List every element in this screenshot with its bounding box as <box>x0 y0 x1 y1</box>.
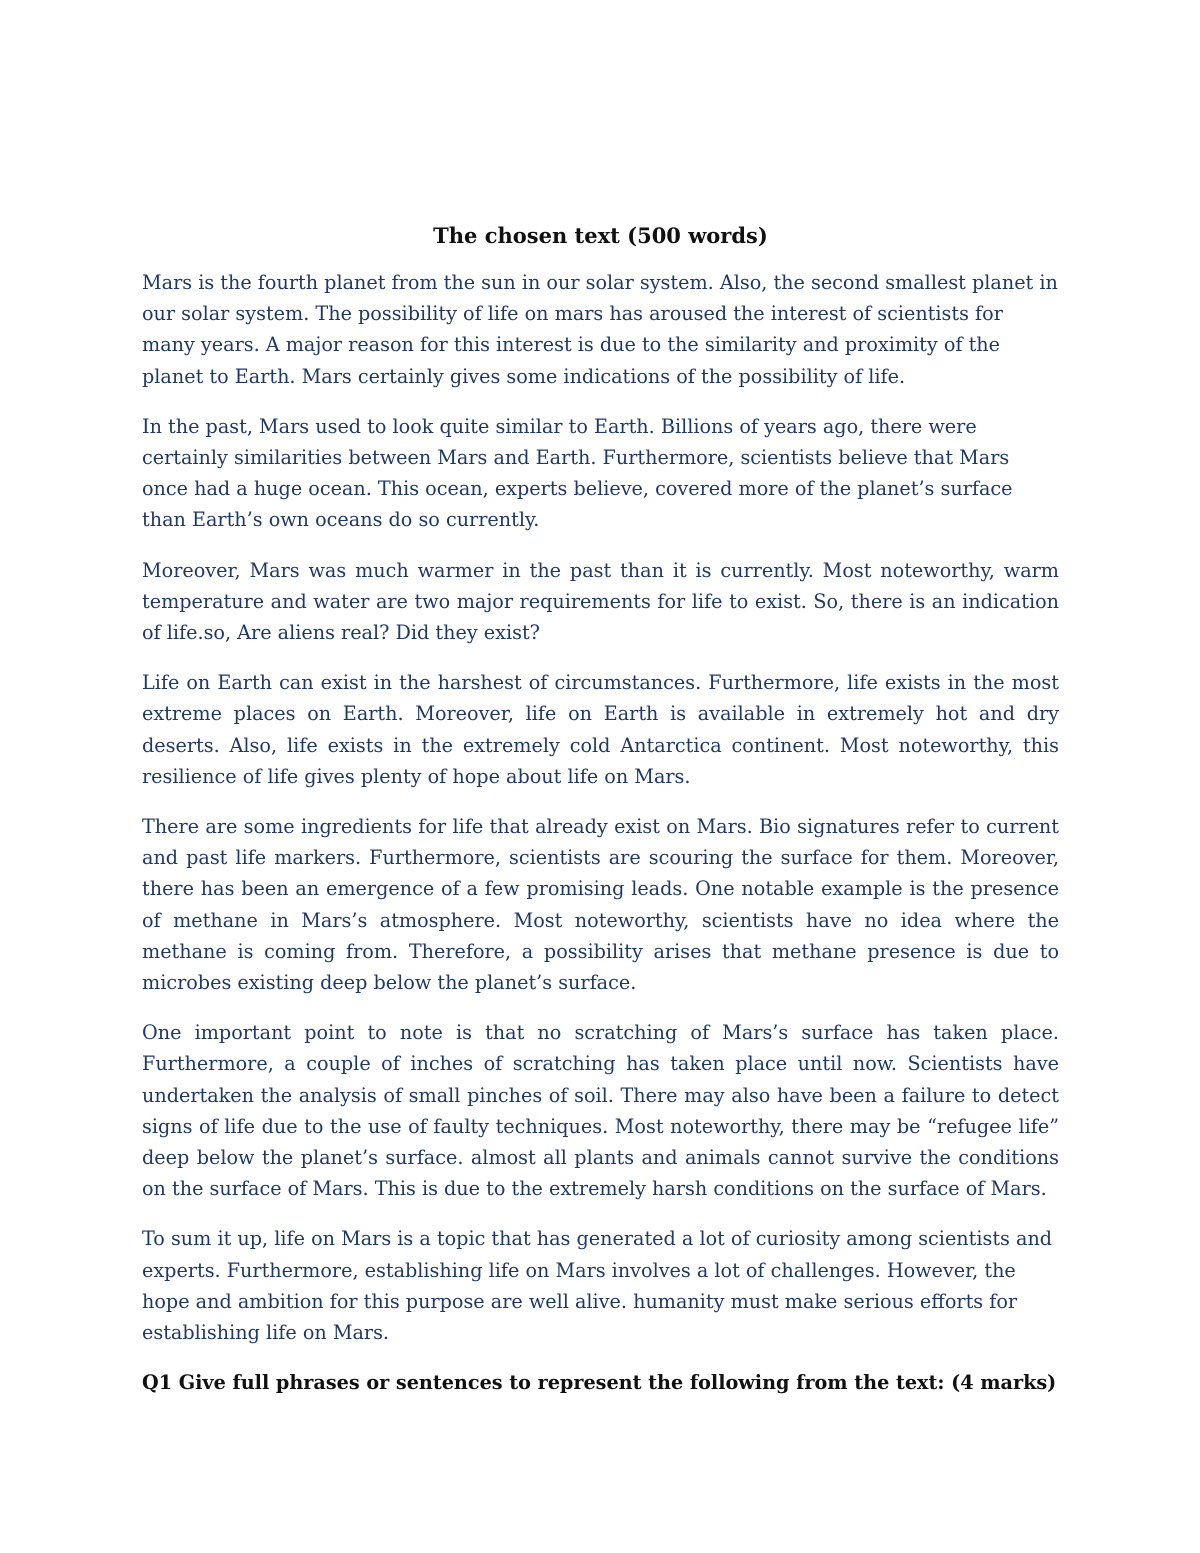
paragraph-warmer-mars: Moreover, Mars was much warmer in the past than it is currently. Most noteworthy, warm temperature and water are two major requirements for life to exist. So, there is an indication of life.so, Are aliens real? Did they exist? <box>142 558 1059 645</box>
document-content <box>142 222 1059 1398</box>
paragraph-scratching-surface: One important point to note is that no scratching of Mars’s surface has taken place. Furthermore, a couple of inches of scratching has taken place until now. Scientists have undertaken the analysis of small pinches of soil. There may also have been a failure to detect signs of life due to the use of faulty techniques. Most noteworthy, there may be “refugee life” deep below the planet’s surface. almost all plants and animals cannot survive the conditions on the surface of Mars. This is due to the extremely harsh conditions on the surface of Mars. <box>142 1021 1059 1201</box>
paragraph-past-mars: In the past, Mars used to look quite similar to Earth. Billions of years ago, there were certainly similarities between Mars and Earth. Furthermore, scientists believe that Mars once had a huge ocean. This ocean, experts believe, covered more of the planet’s surface than Earth’s own oceans do so currently. <box>142 414 1013 532</box>
paragraph-conclusion: To sum it up, life on Mars is a topic that has generated a lot of curiosity among scientists and experts. Furthermore, establishing life on Mars involves a lot of challenges. However, the hope and ambition for this purpose are well alive. humanity must make serious efforts for establishing life on Mars. <box>142 1227 1053 1345</box>
paragraph-intro: Mars is the fourth planet from the sun in our solar system. Also, the second smallest planet in our solar system. The possibility of life on mars has aroused the interest of scientists for many years. A major reason for this interest is due to the similarity and proximity of the planet to Earth. Mars certainly gives some indications of the possibility of life. <box>142 271 1058 388</box>
paragraph-ingredients-for-life: There are some ingredients for life that already exist on Mars. Bio signatures refer to current and past life markers. Furthermore, scientists are scouring the surface for them. Moreover, there has been an emergence of a few promising leads. One notable example is the presence of methane in Mars’s atmosphere. Most noteworthy, scientists have no idea where the methane is coming from. Therefore, a possibility arises that methane presence is due to microbes existing deep below the planet’s surface. <box>142 815 1059 995</box>
paragraph-life-on-earth: Life on Earth can exist in the harshest of circumstances. Furthermore, life exists in the most extreme places on Earth. Moreover, life on Earth is available in extremely hot and dry deserts. Also, life exists in the extremely cold Antarctica continent. Most noteworthy, this resilience of life gives plenty of hope about life on Mars. <box>142 671 1059 788</box>
document-title: The chosen text (500 words) <box>433 223 768 248</box>
question-heading: Q1 Give full phrases or sentences to represent the following from the text: (4 marks) <box>142 1371 1057 1395</box>
